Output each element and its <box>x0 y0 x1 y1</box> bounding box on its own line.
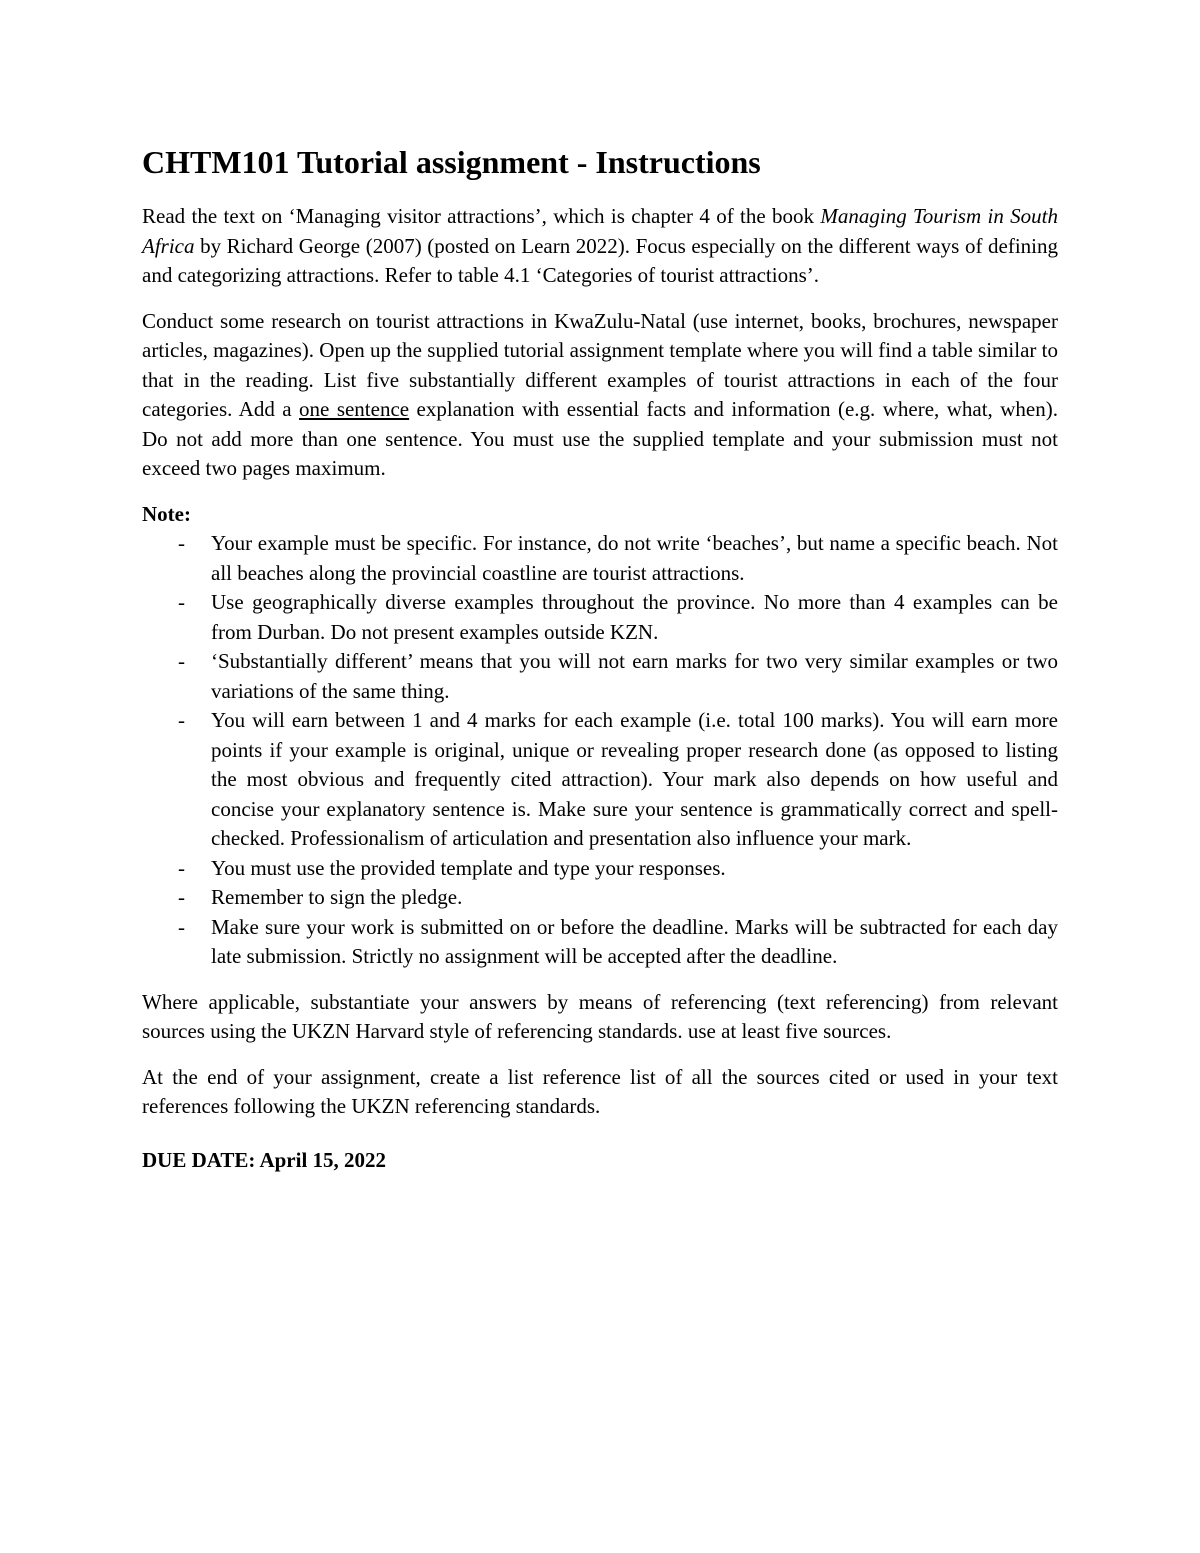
note-item-text: You will earn between 1 and 4 marks for each example (i.e. total 100 marks). You will earn more points if your example is original, unique or revealing proper research done (as opposed to listing the most obvious and frequently cited attraction). Your mark also depends on how useful and concise your explanatory sentence is. Make sure your sentence is grammatically correct and spell-checked. Professionalism of articulation and presentation also influence your mark. <box>211 708 1058 850</box>
page-title: CHTM101 Tutorial assignment - Instructions <box>142 144 761 180</box>
bullet-dash: - <box>178 855 185 880</box>
note-item-text: Remember to sign the pledge. <box>211 885 463 909</box>
note-item <box>142 647 1058 706</box>
research-text-2: explanation with essential facts and information (e.g. where, what, when). Do not add more than one sentence. You must use the supplied template and your submission must not exceed two pages maximum. <box>142 397 1058 480</box>
bullet-dash: - <box>178 649 185 673</box>
note-item <box>142 854 1058 884</box>
note-item <box>142 913 1058 972</box>
intro-text-1: Read the text on ‘Managing visitor attractions’, which is chapter 4 of the book <box>142 204 821 228</box>
research-paragraph <box>142 307 1058 484</box>
bullet-dash: - <box>178 531 185 555</box>
note-label: Note: <box>142 501 191 526</box>
bullet-dash: - <box>178 590 185 614</box>
note-item <box>142 706 1058 854</box>
note-item-text: ‘Substantially different’ means that you will not earn marks for two very similar examples or two variations of the same thing. <box>211 649 1058 703</box>
note-item-text: Make sure your work is submitted on or before the deadline. Marks will be subtracted for each day late submission. Strictly no assignment will be accepted after the deadline. <box>211 914 1058 968</box>
note-item <box>142 883 1058 913</box>
intro-text-2: by Richard George (2007) (posted on Learn 2022). Focus especially on the different ways of defining and categorizing attractions. Refer to table 4.1 ‘Categories of tourist attractions’. <box>142 233 1058 287</box>
note-item-text: Use geographically diverse examples throughout the province. No more than 4 examples can be from Durban. Do not present examples outside KZN. <box>211 590 1058 644</box>
note-item <box>142 529 1058 588</box>
note-list <box>142 529 1058 972</box>
one-sentence-emphasis: one sentence <box>299 397 410 421</box>
research-text-1: Conduct some research on tourist attractions in KwaZulu-Natal (use internet, books, brochures, newspaper articles, magazines). Open up the supplied tutorial assignment template where you will find a table similar to that in the reading. List five substantially different examples of tourist attractions in each of the four categories. Add a <box>142 308 1058 421</box>
intro-paragraph <box>142 202 1058 291</box>
referencing-paragraph: Where applicable, substantiate your answers by means of referencing (text referencing) from relevant sources using the UKZN Harvard style of referencing standards. use at least five sources. <box>142 989 1058 1043</box>
document-page <box>142 140 1058 1175</box>
due-date: DUE DATE: April 15, 2022 <box>142 1147 387 1172</box>
reference-list-paragraph: At the end of your assignment, create a list reference list of all the sources cited or used in your text references following the UKZN referencing standards. <box>142 1064 1058 1118</box>
bullet-dash: - <box>178 914 185 939</box>
bullet-dash: - <box>178 885 185 909</box>
book-title: Managing Tourism in South Africa <box>142 204 1058 258</box>
note-item-text: You must use the provided template and type your responses. <box>211 855 726 880</box>
note-item-text: Your example must be specific. For instance, do not write ‘beaches’, but name a specific beach. Not all beaches along the provincial coastline are tourist attractions. <box>211 531 1058 585</box>
bullet-dash: - <box>178 708 185 732</box>
note-item <box>142 588 1058 647</box>
